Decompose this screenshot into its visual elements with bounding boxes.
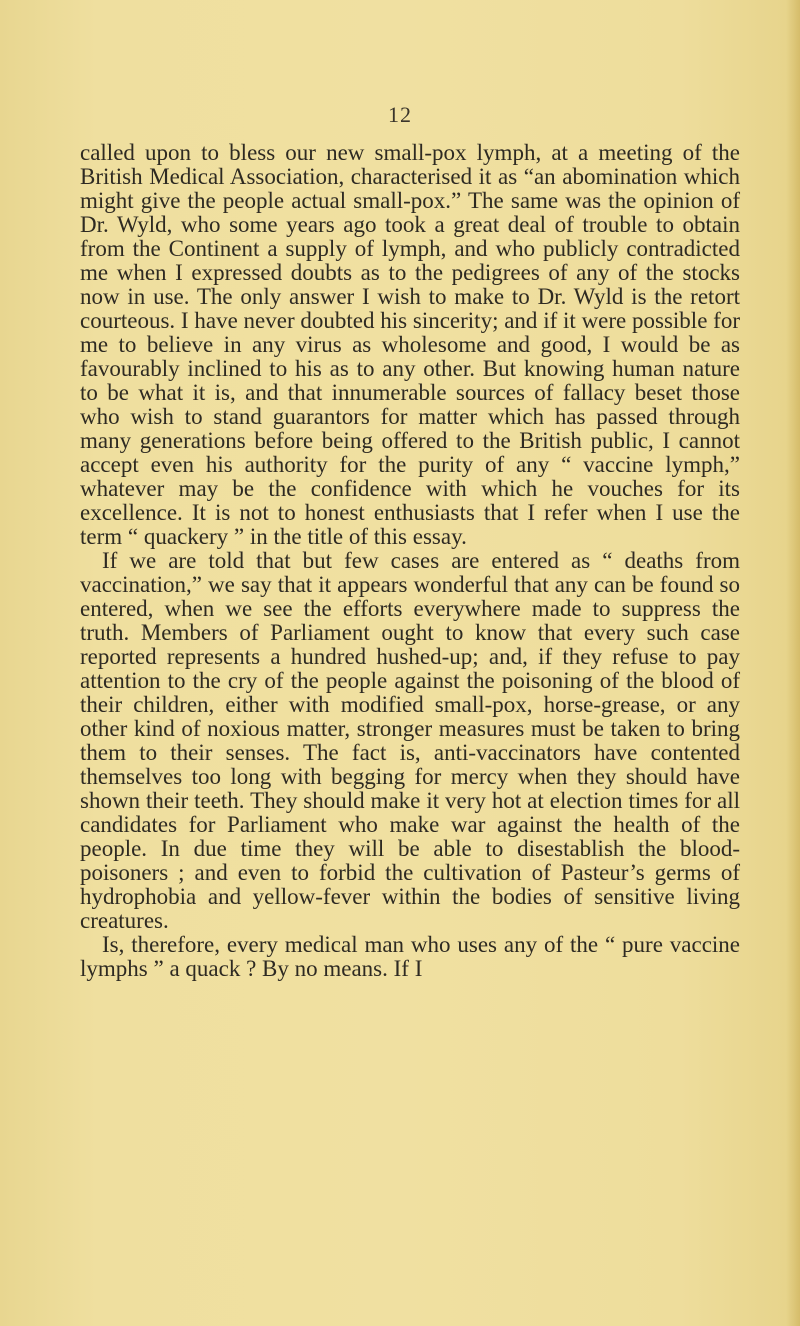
body-text bbox=[80, 141, 740, 981]
page-edge-shadow bbox=[786, 0, 800, 1326]
paragraph-3: Is, therefore, every medical man who uses any of the “ pure vaccine lymphs ” a quack ? By no means. If I bbox=[80, 932, 740, 981]
paragraph-2: If we are told that but few cases are entered as “ deaths from vaccination,” we say that it appears wonderful that any can be found so entered, when we see the efforts everywhere made to suppress the truth. Members of Parliament ought to know that every such case reported represents a hundred hushed-up; and, if they refuse to pay attention to the cry of the people against the poisoning of the blood of their children, either with modified small-pox, horse-grease, or any other kind of noxious matter, stronger measures must be taken to bring them to their senses. The fact is, anti-vaccinators have contented themselves too long with begging for mercy when they should have shown their teeth. They should make it very hot at election times for all candidates for Parliament who make war against the health of the people. In due time they will be able to disestablish the blood-poisoners ; and even to forbid the cultivation of Pasteur’s germs of hydrophobia and yellow-fever within the bodies of sensitive living creatures. bbox=[80, 548, 740, 933]
page-number: 12 bbox=[388, 102, 412, 127]
paragraph-1: called upon to bless our new small-pox lymph, at a meeting of the British Medical Association, characterised it as “an abomination which might give the people actual small-pox.” The same was the opinion of Dr. Wyld, who some years ago took a great deal of trouble to obtain from the Continent a supply of lymph, and who publicly contradicted me when I expressed doubts as to the pedigrees of any of the stocks now in use. The only answer I wish to make to Dr. Wyld is the retort courteous. I have never doubted his sincerity; and if it were possible for me to believe in any virus as wholesome and good, I would be as favourably inclined to his as to any other. But knowing human nature to be what it is, and that innumerable sources of fallacy beset those who wish to stand guarantors for matter which has passed through many generations before being offered to the British public, I cannot accept even his authority for the purity of any “ vaccine lymph,” whatever may be the confidence with which he vouches for its excellence. It is not to honest enthusiasts that I refer when I use the term “ quackery ” in the title of this essay. bbox=[80, 140, 740, 549]
